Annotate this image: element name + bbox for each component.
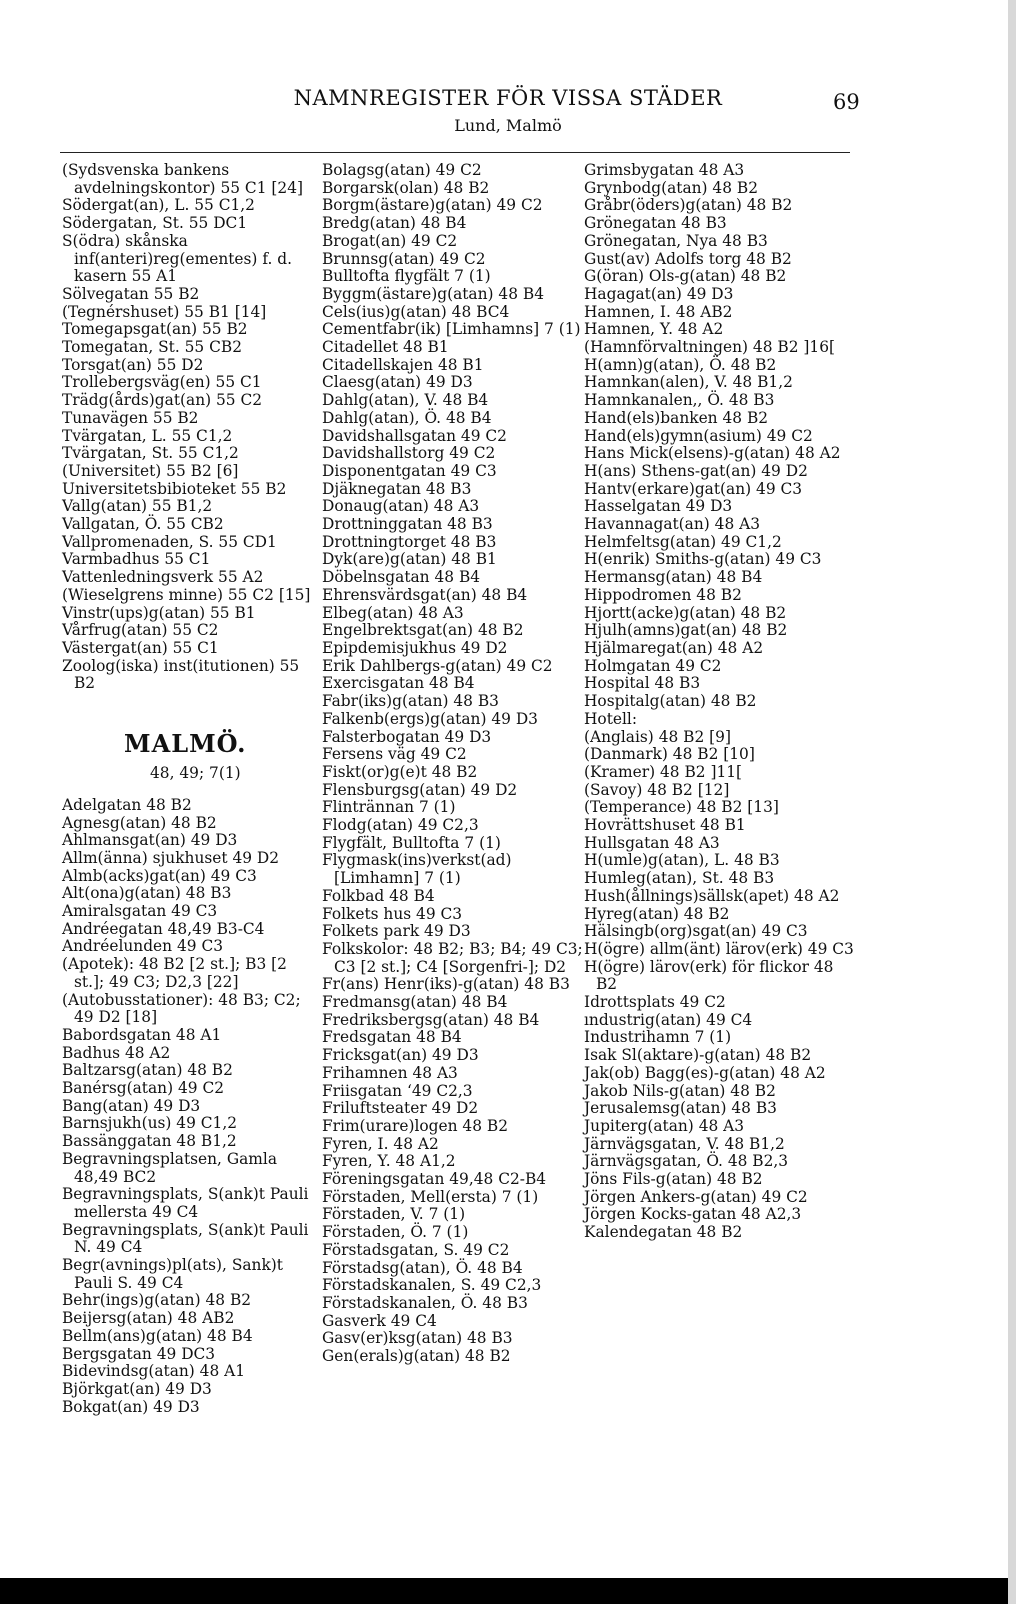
index-entry: Hjulh(amns)gat(an) 48 B2 xyxy=(584,621,788,640)
index-entry: Ehrensvärdsgat(an) 48 B4 xyxy=(322,585,528,604)
index-entry: Fr(ans) Henr(iks)-g(atan) 48 B3 xyxy=(322,975,570,994)
index-entry: H(umle)g(atan), L. 48 B3 xyxy=(584,851,780,870)
page-title: NAMNREGISTER FÖR VISSA STÄDER xyxy=(293,86,723,110)
page-number: 69 xyxy=(833,90,860,114)
index-entry: Bergsgatan 49 DC3 xyxy=(62,1344,216,1363)
index-entry: Gasverk 49 C4 xyxy=(322,1311,437,1330)
index-entry: H(ögre) lärov(erk) för flickor 48 B2 xyxy=(584,957,834,994)
index-entry: Jerusalemsg(atan) 48 B3 xyxy=(584,1099,777,1118)
index-entry: Hagagat(an) 49 D3 xyxy=(584,284,734,303)
index-entry: Hälsingb(org)sgat(an) 49 C3 xyxy=(584,922,808,941)
index-entry: Hand(els)banken 48 B2 xyxy=(584,408,769,427)
index-entry: Bolagsg(atan) 49 C2 xyxy=(322,161,482,179)
index-entry: Flodg(atan) 49 C2,3 xyxy=(322,816,479,835)
malmo-entries xyxy=(62,797,320,1417)
index-entry: (Apotek): 48 B2 [2 st.]; B3 [2 st.]; 49 C3; D2,3 [22] xyxy=(62,955,287,991)
index-entry: Fersens väg 49 C2 xyxy=(322,745,467,764)
index-entry: Hjälmaregat(an) 48 A2 xyxy=(584,638,764,657)
index-entry: Cels(ius)g(atan) 48 BC4 xyxy=(322,302,510,321)
index-entry: Fabr(iks)g(atan) 48 B3 xyxy=(322,692,499,711)
index-entry: Grynbodg(atan) 48 B2 xyxy=(584,178,759,197)
index-entry: H(ögre) allm(änt) lärov(erk) 49 C3 xyxy=(584,939,854,958)
index-entry: Amiralsgatan 49 C3 xyxy=(62,902,218,921)
index-entry: Bang(atan) 49 D3 xyxy=(62,1096,201,1115)
index-entry: Hermansg(atan) 48 B4 xyxy=(584,568,763,587)
index-entry: Hamnkanalen,, Ö. 48 B3 xyxy=(584,391,775,410)
index-entry: Järnvägsgatan, V. 48 B1,2 xyxy=(584,1134,785,1153)
index-entry: Grönegatan 48 B3 xyxy=(584,214,727,233)
index-entry: Industrihamn 7 (1) xyxy=(584,1028,732,1047)
index-entry: Jörgen Ankers-g(atan) 49 C2 xyxy=(584,1187,808,1206)
index-entry: Bellm(ans)g(atan) 48 B4 xyxy=(62,1326,253,1345)
index-entry: Almb(acks)gat(an) 49 C3 xyxy=(62,866,257,885)
index-entry: Tvärgatan, St. 55 C1,2 xyxy=(62,444,239,463)
index-entry: Isak Sl(aktare)-g(atan) 48 B2 xyxy=(584,1046,812,1065)
index-entry: Falkenb(ergs)g(atan) 49 D3 xyxy=(322,709,538,728)
index-entry: Björkgat(an) 49 D3 xyxy=(62,1380,212,1398)
index-entry: Bidevindsg(atan) 48 A1 xyxy=(62,1362,246,1381)
index-entry: Frihamnen 48 A3 xyxy=(322,1063,458,1082)
index-entry: (Savoy) 48 B2 [12] xyxy=(584,780,730,799)
index-entry: Trädg(årds)gat(an) 55 C2 xyxy=(62,391,263,410)
index-entry: ındustrig(atan) 49 C4 xyxy=(584,1010,753,1029)
index-entry: Davidshallstorg 49 C2 xyxy=(322,444,496,463)
index-entry: Tomegapsgat(an) 55 B2 xyxy=(62,320,248,339)
index-entry: G(öran) Ols-g(atan) 48 B2 xyxy=(584,267,787,286)
lund-entries xyxy=(62,162,320,693)
index-entry: Hyreg(atan) 48 B2 xyxy=(584,904,730,923)
index-entry: Donaug(atan) 48 A3 xyxy=(322,497,480,516)
index-entry: Brunnsg(atan) 49 C2 xyxy=(322,249,486,268)
index-entry: (Autobusstationer): 48 B3; C2; 49 D2 [18] xyxy=(62,990,301,1027)
index-entry: Jöns Fils-g(atan) 48 B2 xyxy=(584,1170,763,1189)
index-entry: Hamnen, I. 48 AB2 xyxy=(584,302,733,321)
index-column-3 xyxy=(584,162,854,1242)
index-entry: S(ödra) skånska inf(anteri)reg(ementes) f. d. kasern 55 A1 xyxy=(62,231,293,286)
index-entry: Dyk(are)g(atan) 48 B1 xyxy=(322,550,497,569)
index-entry: Vårfrug(atan) 55 C2 xyxy=(62,621,219,640)
index-entry: Folkbad 48 B4 xyxy=(322,886,435,905)
index-entry: Hippodromen 48 B2 xyxy=(584,585,742,604)
index-entry: Hospital 48 B3 xyxy=(584,674,701,693)
index-entry: Claesg(atan) 49 D3 xyxy=(322,373,473,392)
index-entry: Södergat(an), L. 55 C1,2 xyxy=(62,196,255,215)
index-entry: Falsterbogatan 49 D3 xyxy=(322,727,492,746)
index-entry: Gust(av) Adolfs torg 48 B2 xyxy=(584,249,792,268)
index-entry: Förstaden, Ö. 7 (1) xyxy=(322,1223,469,1242)
index-entry: Hospitalg(atan) 48 B2 xyxy=(584,692,757,711)
index-entry: Södergatan, St. 55 DC1 xyxy=(62,214,248,233)
index-entry: Vallgatan, Ö. 55 CB2 xyxy=(62,515,224,534)
index-entry: Tunavägen 55 B2 xyxy=(62,408,199,427)
index-entry: Havannagat(an) 48 A3 xyxy=(584,515,761,534)
index-entry: Hovrättshuset 48 B1 xyxy=(584,816,746,835)
index-entry: Jak(ob) Bagg(es)-g(atan) 48 A2 xyxy=(584,1063,826,1082)
index-entry: Folkets hus 49 C3 xyxy=(322,904,463,923)
index-entry: Behr(ings)g(atan) 48 B2 xyxy=(62,1291,252,1310)
index-entry: Fiskt(or)g(e)t 48 B2 xyxy=(322,762,478,781)
index-entry: Hamnkan(alen), V. 48 B1,2 xyxy=(584,373,793,392)
index-entry: Universitetsbibioteket 55 B2 xyxy=(62,479,287,498)
index-entry: H(enrik) Smiths-g(atan) 49 C3 xyxy=(584,550,822,569)
index-entry: (Danmark) 48 B2 [10] xyxy=(584,745,755,764)
index-entry: Bassänggatan 48 B1,2 xyxy=(62,1132,237,1151)
index-entry: Fredsgatan 48 B4 xyxy=(322,1028,462,1047)
index-entry: Torsgat(an) 55 D2 xyxy=(62,355,204,374)
index-entry: Grönegatan, Nya 48 B3 xyxy=(584,231,768,250)
index-entry: Beijersg(atan) 48 AB2 xyxy=(62,1309,235,1328)
index-entry: Tomegatan, St. 55 CB2 xyxy=(62,338,242,357)
index-entry: Fyren, Y. 48 A1,2 xyxy=(322,1152,456,1171)
index-entry: Andréegatan 48,49 B3-C4 xyxy=(62,919,265,938)
index-entry: Flensburgsg(atan) 49 D2 xyxy=(322,780,518,799)
index-entry: Humleg(atan), St. 48 B3 xyxy=(584,869,775,888)
index-entry: Förstadsg(atan), Ö. 48 B4 xyxy=(322,1258,523,1277)
index-entry: Vattenledningsverk 55 A2 xyxy=(62,568,264,587)
index-entry: Gråbr(öders)g(atan) 48 B2 xyxy=(584,196,793,215)
section-heading-malmo: MALMÖ. xyxy=(124,729,247,759)
index-entry: Fyren, I. 48 A2 xyxy=(322,1134,439,1153)
index-entry: Fredmansg(atan) 48 B4 xyxy=(322,993,508,1012)
index-entry: Dahlg(atan), V. 48 B4 xyxy=(322,391,489,410)
index-entry: Drottningtorget 48 B3 xyxy=(322,532,497,551)
index-entry: Hasselgatan 49 D3 xyxy=(584,497,733,516)
index-entry: Badhus 48 A2 xyxy=(62,1043,171,1062)
index-entry: H(amn)g(atan), Ö. 48 B2 xyxy=(584,355,777,374)
index-entry: Flygfält, Bulltofta 7 (1) xyxy=(322,833,501,852)
index-entry: Baltzarsg(atan) 48 B2 xyxy=(62,1061,233,1080)
malmo-entries-3 xyxy=(584,162,854,1242)
index-entry: Gen(erals)g(atan) 48 B2 xyxy=(322,1347,511,1366)
index-entry: Begravningsplatsen, Gamla 48,49 BC2 xyxy=(62,1149,277,1186)
scan-border-bottom xyxy=(0,1578,1016,1604)
index-entry: Gasv(er)ksg(atan) 48 B3 xyxy=(322,1329,513,1348)
index-entry: Drottninggatan 48 B3 xyxy=(322,515,493,534)
index-entry: Varmbadhus 55 C1 xyxy=(62,550,211,569)
index-entry: Borgm(ästare)g(atan) 49 C2 xyxy=(322,196,543,215)
index-entry: (Temperance) 48 B2 [13] xyxy=(584,798,779,817)
index-entry: Förstadsgatan, S. 49 C2 xyxy=(322,1240,510,1259)
index-entry: Hans Mick(elsens)-g(atan) 48 A2 xyxy=(584,444,841,463)
scan-border-right xyxy=(1008,0,1016,1604)
index-entry: Tvärgatan, L. 55 C1,2 xyxy=(62,426,233,445)
index-entry: Friluftsteater 49 D2 xyxy=(322,1099,479,1118)
index-entry: Bokgat(an) 49 D3 xyxy=(62,1397,200,1416)
index-entry: Zoolog(iska) inst(itutionen) 55 B2 xyxy=(62,656,300,693)
index-entry: Flygmask(ins)verkst(ad) [Limhamn] 7 (1) xyxy=(322,851,512,888)
index-entry: Alt(ona)g(atan) 48 B3 xyxy=(62,884,232,903)
index-entry: Citadellet 48 B1 xyxy=(322,338,449,357)
index-entry: Grimsbygatan 48 A3 xyxy=(584,161,745,179)
index-entry: Hantv(erkare)gat(an) 49 C3 xyxy=(584,479,803,498)
index-entry: Djäknegatan 48 B3 xyxy=(322,479,472,498)
index-entry: Jörgen Kocks-gatan 48 A2,3 xyxy=(584,1205,802,1224)
index-entry: Vallpromenaden, S. 55 CD1 xyxy=(62,532,277,551)
index-entry: Hullsgatan 48 A3 xyxy=(584,833,720,852)
index-entry: Brogat(an) 49 C2 xyxy=(322,231,458,250)
index-entry: Trollebergsväg(en) 55 C1 xyxy=(62,373,262,392)
header-rule xyxy=(60,152,850,153)
index-entry: Folkets park 49 D3 xyxy=(322,922,471,941)
index-entry: Friisgatan ‘49 C2,3 xyxy=(322,1081,473,1100)
index-entry: Exercisgatan 48 B4 xyxy=(322,674,475,693)
index-entry: (Universitet) 55 B2 [6] xyxy=(62,461,239,480)
index-entry: Byggm(ästare)g(atan) 48 B4 xyxy=(322,284,544,303)
page-subtitle: Lund, Malmö xyxy=(454,116,562,135)
index-entry: Davidshallsgatan 49 C2 xyxy=(322,426,507,445)
index-entry: Hamnen, Y. 48 A2 xyxy=(584,320,724,339)
index-entry: Bulltofta flygfält 7 (1) xyxy=(322,267,491,286)
index-entry: Döbelnsgatan 48 B4 xyxy=(322,568,481,587)
index-entry: Ahlmansgat(an) 49 D3 xyxy=(62,831,238,850)
index-entry: Begravningsplats, S(ank)t Pauli N. 49 C4 xyxy=(62,1220,309,1257)
index-entry: (Hamnförvaltningen) 48 B2 ]16[ xyxy=(584,338,835,357)
index-entry: Fricksgat(an) 49 D3 xyxy=(322,1046,479,1065)
index-entry: Citadellskajen 48 B1 xyxy=(322,355,484,374)
index-entry: Järnvägsgatan, Ö. 48 B2,3 xyxy=(584,1152,789,1171)
index-entry: Begravningsplats, S(ank)t Pauli mellersta 49 C4 xyxy=(62,1185,309,1221)
index-entry: Hush(ållnings)sällsk(apet) 48 A2 xyxy=(584,886,840,905)
index-entry: Hand(els)gymn(asium) 49 C2 xyxy=(584,426,813,445)
index-entry: Folkskolor: 48 B2; B3; B4; 49 C3; C3 [2 st.]; C4 [Sorgenfri-]; D2 xyxy=(322,939,583,976)
index-entry: Fredriksbergsg(atan) 48 B4 xyxy=(322,1010,540,1029)
index-entry: Elbeg(atan) 48 A3 xyxy=(322,603,464,622)
index-entry: Idrottsplats 49 C2 xyxy=(584,993,726,1012)
index-column-2 xyxy=(322,162,584,1366)
index-entry: Erik Dahlbergs-g(atan) 49 C2 xyxy=(322,656,553,675)
index-entry: Flintrännan 7 (1) xyxy=(322,798,456,817)
index-entry: (Anglais) 48 B2 [9] xyxy=(584,727,731,746)
index-entry: Holmgatan 49 C2 xyxy=(584,656,722,675)
index-entry: (Sydsvenska bankens avdelningskontor) 55 C1 [24] xyxy=(62,161,303,197)
malmo-entries-2 xyxy=(322,162,584,1366)
index-entry: (Wieselgrens minne) 55 C2 [15] xyxy=(62,585,311,604)
index-entry: Adelgatan 48 B2 xyxy=(62,795,192,814)
index-entry: H(ans) Sthens-gat(an) 49 D2 xyxy=(584,461,808,480)
index-entry: Agnesg(atan) 48 B2 xyxy=(62,813,217,832)
section-sheets: 48, 49; 7(1) xyxy=(150,764,241,783)
index-entry: Förstadskanalen, S. 49 C2,3 xyxy=(322,1276,542,1295)
index-entry: Vinstr(ups)g(atan) 55 B1 xyxy=(62,603,256,622)
index-entry: Jakob Nils-g(atan) 48 B2 xyxy=(584,1081,776,1100)
index-entry: Kalendegatan 48 B2 xyxy=(584,1223,743,1242)
index-entry: Frim(urare)logen 48 B2 xyxy=(322,1116,509,1135)
index-entry: Föreningsgatan 49,48 C2-B4 xyxy=(322,1170,547,1189)
index-entry: Västergat(an) 55 C1 xyxy=(62,638,219,657)
index-entry: Babordsgatan 48 A1 xyxy=(62,1025,222,1044)
index-entry: Banérsg(atan) 49 C2 xyxy=(62,1079,225,1098)
index-column-1 xyxy=(62,162,320,1416)
index-entry: Förstaden, Mell(ersta) 7 (1) xyxy=(322,1187,539,1206)
index-entry: Begr(avnings)pl(ats), Sank)t Pauli S. 49 C4 xyxy=(62,1256,283,1292)
index-entry: Allm(änna) sjukhuset 49 D2 xyxy=(62,848,280,867)
index-entry: (Tegnérshuset) 55 B1 [14] xyxy=(62,302,267,321)
index-entry: Engelbrektsgat(an) 48 B2 xyxy=(322,621,524,640)
index-entry: Förstadskanalen, Ö. 48 B3 xyxy=(322,1294,528,1312)
index-entry: Cementfabr(ik) [Limhamns] 7 (1) xyxy=(322,320,581,339)
index-entry: Förstaden, V. 7 (1) xyxy=(322,1205,466,1224)
index-entry: Hotell: xyxy=(584,709,638,728)
index-entry: Helmfeltsg(atan) 49 C1,2 xyxy=(584,532,782,551)
index-entry: Andréelunden 49 C3 xyxy=(62,937,224,956)
index-entry: Bredg(atan) 48 B4 xyxy=(322,214,467,233)
index-entry: Hjortt(acke)g(atan) 48 B2 xyxy=(584,603,787,622)
index-entry: Vallg(atan) 55 B1,2 xyxy=(62,497,213,516)
index-entry: Borgarsk(olan) 48 B2 xyxy=(322,178,490,197)
index-entry: Sölvegatan 55 B2 xyxy=(62,284,200,303)
index-entry: Barnsjukh(us) 49 C1,2 xyxy=(62,1114,238,1133)
index-entry: Disponentgatan 49 C3 xyxy=(322,461,497,480)
index-entry: Epipdemisjukhus 49 D2 xyxy=(322,638,508,657)
index-entry: Jupiterg(atan) 48 A3 xyxy=(584,1116,745,1135)
index-entry: (Kramer) 48 B2 ]11[ xyxy=(584,762,743,781)
index-entry: Dahlg(atan), Ö. 48 B4 xyxy=(322,408,492,427)
